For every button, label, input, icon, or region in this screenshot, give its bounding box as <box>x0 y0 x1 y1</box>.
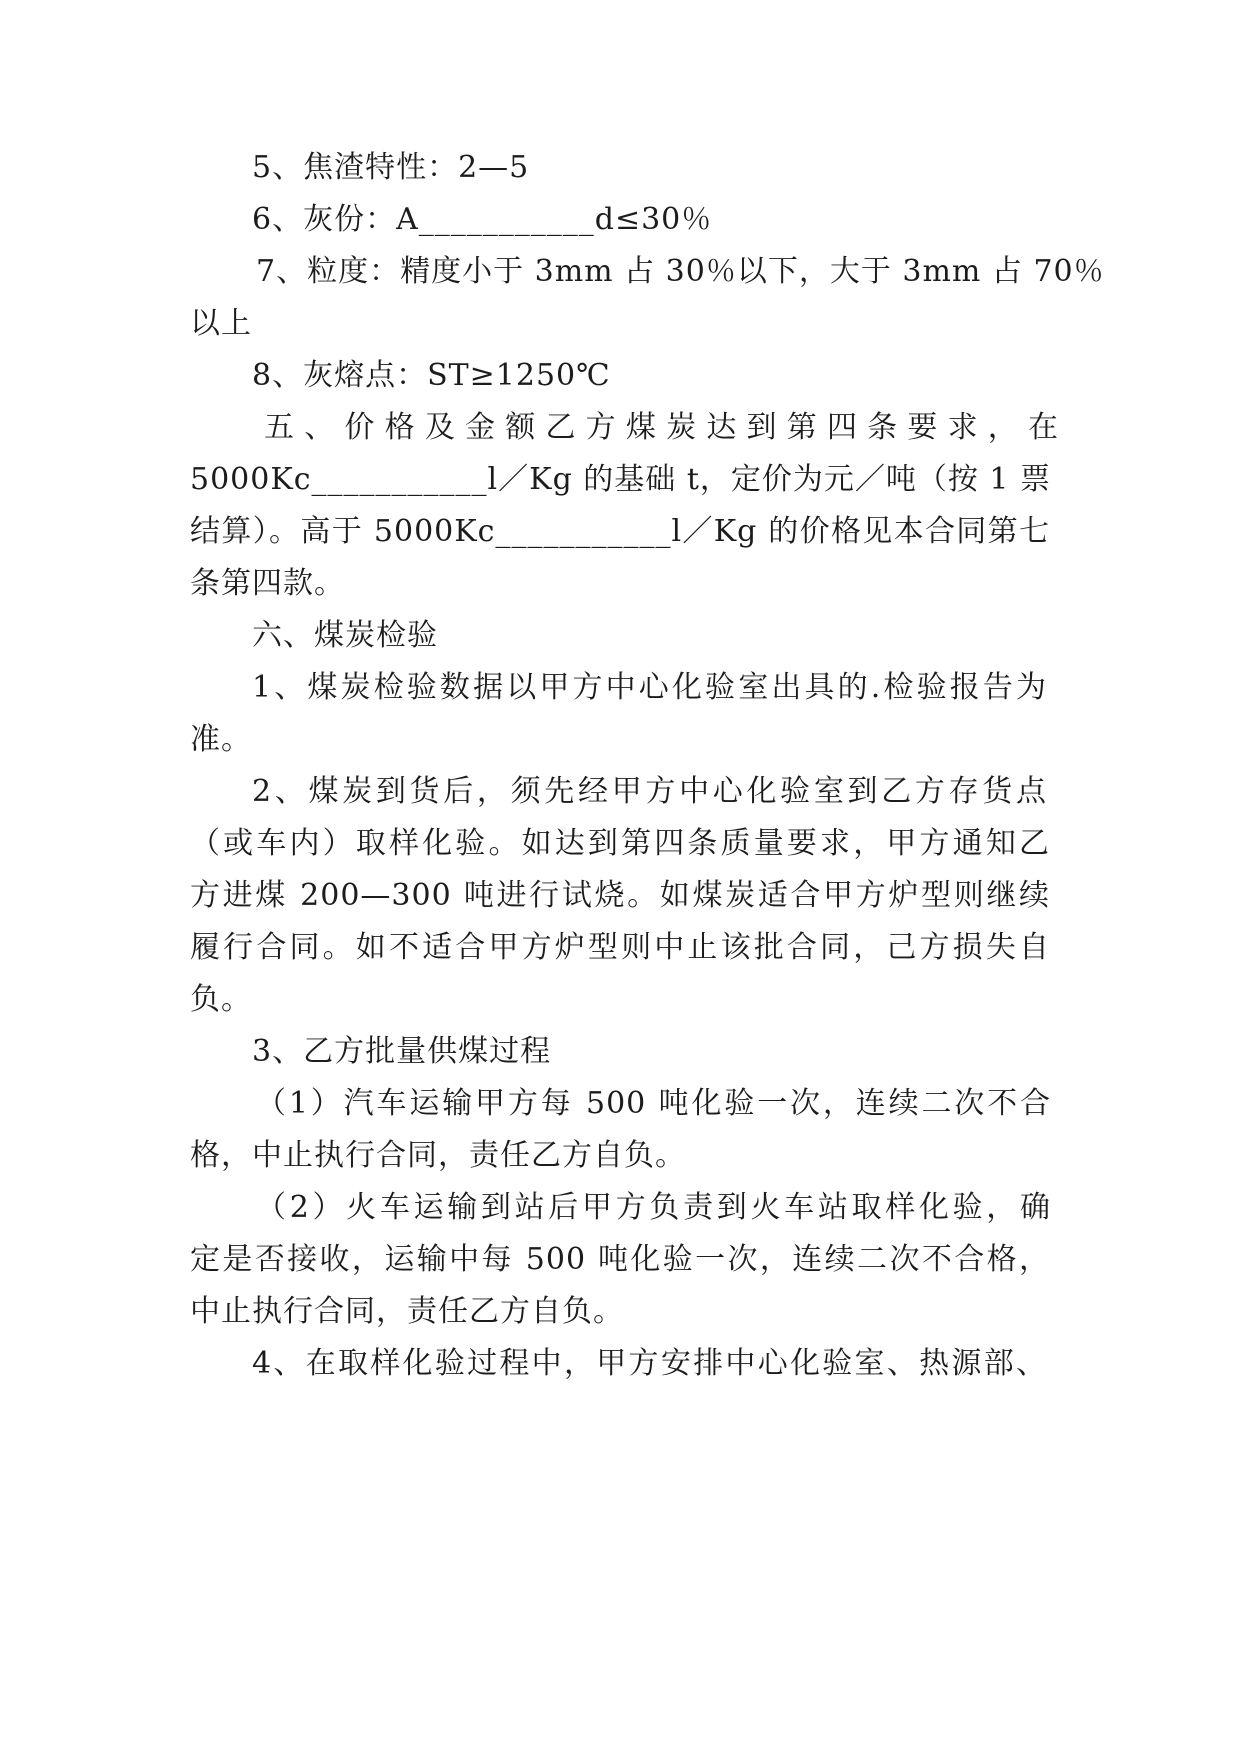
item-6-3-2-line-3: 中止执行合同，责任乙方自负。 <box>190 1294 624 1329</box>
item-6-3-1-line-2: 格，中止执行合同，责任乙方自负。 <box>190 1138 686 1173</box>
section-5-price-line-2: 5000Kc___________l／Kg 的基础 t，定价为元／吨（按 1 票 <box>190 462 1052 497</box>
section-5-price-heading: 五、价格及金额乙方煤炭达到第四条要求，在 <box>264 410 1059 445</box>
section-5-price-line-3: 结算）。高于 5000Kc___________l／Kg 的价格见本合同第七 <box>190 514 1050 549</box>
item-6-2-line-3: 方进煤 200—300 吨进行试烧。如煤炭适合甲方炉型则继续 <box>190 878 1050 913</box>
item-7-granularity-cont: 以上 <box>190 306 252 341</box>
item-6-2-line-2: （或车内）取样化验。如达到第四条质量要求，甲方通知乙 <box>190 826 1050 861</box>
section-5-price-line-4: 条第四款。 <box>190 566 345 601</box>
item-8-ash-fusion-point: 8、灰熔点：ST≥1250℃ <box>252 358 611 393</box>
item-7-granularity: 7、粒度：精度小于 3mm 占 30％以下，大于 3mm 占 70％ <box>256 254 1105 289</box>
item-6-3-2-line-2: 定是否接收，运输中每 500 吨化验一次，连续二次不合格， <box>190 1242 1050 1277</box>
item-6-2-line-1: 2、煤炭到货后，须先经甲方中心化验室到乙方存货点 <box>252 774 1047 809</box>
item-6-3-2-line-1: （2）火车运输到站后甲方负责到火车站取样化验，确 <box>256 1190 1051 1225</box>
item-5-coke-residue: 5、焦渣特性：2—5 <box>252 150 530 185</box>
item-6-3-1-line-1: （1）汽车运输甲方每 500 吨化验一次，连续二次不合 <box>256 1086 1051 1121</box>
section-6-heading: 六、煤炭检验 <box>252 618 438 653</box>
item-6-1-line-1: 1、煤炭检验数据以甲方中心化验室出具的.检验报告为 <box>252 670 1047 705</box>
item-6-3-heading: 3、乙方批量供煤过程 <box>252 1034 552 1069</box>
item-6-2-line-5: 负。 <box>190 982 252 1017</box>
item-6-1-line-2: 准。 <box>190 722 252 757</box>
item-6-2-line-4: 履行合同。如不适合甲方炉型则中止该批合同，己方损失自 <box>190 930 1050 965</box>
item-6-ash-content: 6、灰份：A___________d≤30％ <box>252 202 713 237</box>
item-6-4-line-1: 4、在取样化验过程中，甲方安排中心化验室、热源部、 <box>252 1346 1047 1381</box>
